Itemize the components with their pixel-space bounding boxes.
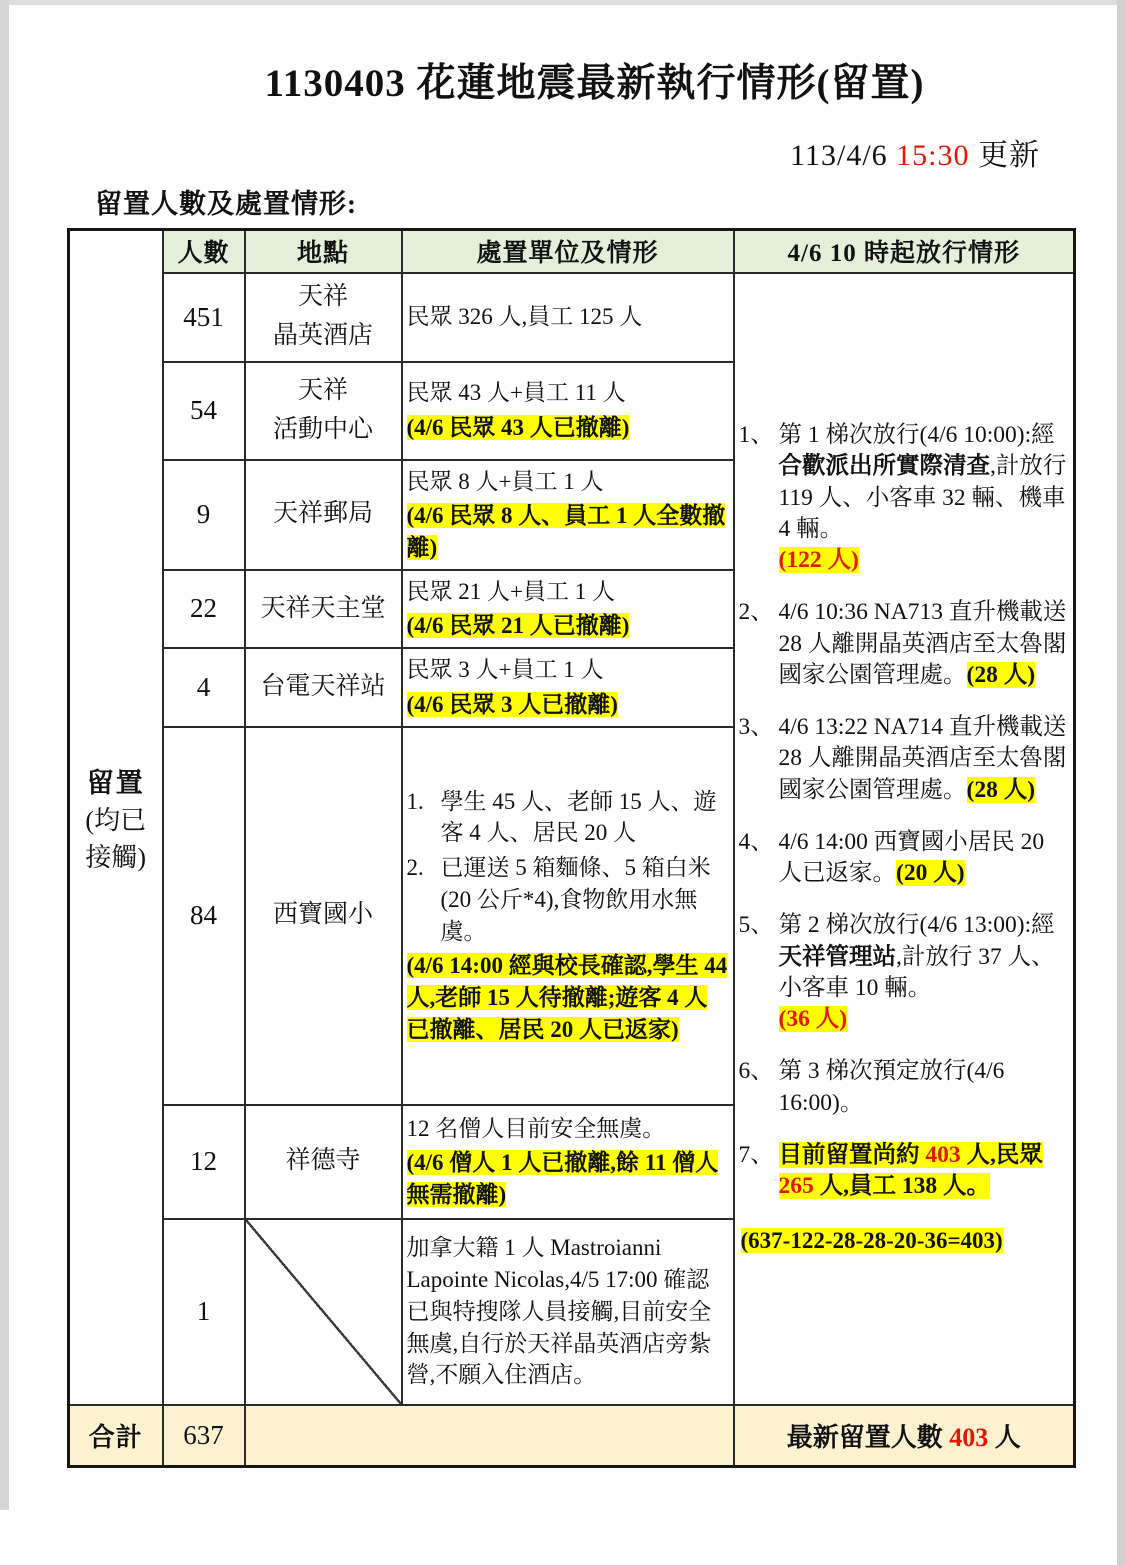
location-cell	[245, 273, 402, 362]
release-equation	[739, 1226, 1070, 1257]
scan-edge-left	[0, 0, 9, 1510]
text-segment: 第 3 梯次預定放行(4/6 16:00)。	[778, 1058, 1005, 1116]
count-cell: 9	[163, 460, 245, 570]
text-segment: (4/6 民眾 3 人已撤離)	[406, 691, 618, 717]
count-cell: 4	[163, 648, 245, 726]
row-group-label: 留置	[86, 767, 145, 798]
detail-line	[407, 301, 729, 333]
detail-cell	[402, 648, 734, 726]
text-segment: ,計放行 119 人、小客車 32 輛、機車 4 輛。	[778, 453, 1067, 542]
release-note-text	[779, 1056, 1070, 1119]
count-cell: 84	[163, 727, 245, 1105]
text-segment: 人,員工 138 人。	[813, 1173, 990, 1200]
detail-cell	[402, 1105, 734, 1219]
release-note-number: 2、	[738, 599, 774, 626]
text-segment: (4/6 民眾 43 人已撤離)	[406, 415, 630, 440]
location-line: 台電天祥站	[260, 673, 386, 701]
detail-line	[407, 689, 729, 721]
text-segment: 民眾 326 人,員工 125 人	[406, 304, 643, 330]
detail-line-text	[441, 852, 729, 947]
section-label: 留置人數及處置情形:	[95, 189, 357, 219]
detail-line	[407, 1147, 729, 1210]
release-note-item	[739, 1140, 1070, 1203]
location-line: 天祥	[297, 283, 348, 311]
location-line: 活動中心	[272, 415, 373, 443]
text-segment: 第 2 梯次放行(4/6 13:00):經	[778, 912, 1055, 939]
location-line: 天祥天主堂	[260, 594, 386, 622]
detail-numbered-line	[407, 852, 729, 947]
text-segment: 265	[778, 1173, 814, 1200]
release-note-number: 1、	[738, 422, 774, 449]
header-row	[69, 230, 1075, 273]
col-header-handling: 處置單位及情形	[402, 230, 734, 273]
total-label-cell: 合計	[69, 1405, 163, 1467]
detail-cell	[402, 273, 734, 362]
text-segment: 民眾 21 人+員工 1 人	[406, 578, 615, 604]
detail-cell	[402, 1219, 734, 1405]
release-note-text	[779, 420, 1070, 576]
release-notes-cell	[734, 273, 1075, 1405]
count-cell: 451	[163, 273, 245, 362]
detail-line	[407, 576, 729, 608]
release-note-text	[779, 597, 1070, 691]
col-header-count: 人數	[163, 230, 245, 273]
detail-line	[407, 377, 729, 409]
text-segment: 403	[925, 1141, 961, 1168]
text-segment: 民眾 43 人+員工 11 人	[406, 380, 626, 406]
count-cell: 1	[163, 1219, 245, 1405]
detail-line	[407, 1113, 729, 1145]
location-cell	[245, 570, 402, 648]
text-segment: (4/6 14:00 經與校長確認,學生 44 人,老師 15 人待撤離;遊客 4 人已撤離、居民 20 人已返家)	[406, 953, 728, 1042]
update-suffix: 更新	[969, 139, 1040, 172]
text-segment: 第 1 梯次放行(4/6 10:00):經	[778, 422, 1055, 449]
location-line: 祥德寺	[285, 1147, 361, 1175]
col-header-release: 4/6 10 時起放行情形	[734, 230, 1075, 273]
text-segment: 合歡派出所實際清查	[778, 453, 990, 480]
release-note-text	[779, 827, 1070, 890]
release-note-item	[739, 712, 1070, 806]
release-note-number: 5、	[738, 912, 774, 939]
col-header-location: 地點	[245, 230, 402, 273]
release-note-item	[739, 597, 1070, 691]
detail-cell	[402, 460, 734, 570]
release-note-text	[779, 1140, 1070, 1203]
detail-cell	[402, 362, 734, 460]
scan-edge-top	[0, 0, 1125, 5]
total-right-prefix: 最新留置人數	[786, 1422, 950, 1452]
total-right-number: 403	[949, 1422, 989, 1452]
release-note-number: 7、	[738, 1141, 774, 1168]
text-segment: (36 人)	[778, 1006, 848, 1033]
detail-numbered-line	[407, 786, 729, 849]
text-segment: 民眾 3 人+員工 1 人	[406, 657, 604, 683]
text-segment: 人,民眾	[960, 1141, 1043, 1168]
detail-cell	[402, 727, 734, 1105]
count-cell: 22	[163, 570, 245, 648]
detail-line	[407, 466, 729, 498]
total-row	[69, 1405, 1075, 1467]
total-empty-cell	[245, 1405, 734, 1467]
text-segment: 4/6 14:00 西寶國小居民 20 人已返家。	[778, 828, 1045, 887]
detail-line	[407, 950, 729, 1045]
detail-line	[407, 610, 729, 642]
update-date: 113/4/6	[790, 139, 897, 172]
total-right-cell	[734, 1405, 1075, 1467]
text-segment: 加拿大籍 1 人 Mastroianni Lapointe Nicolas,4/5 17:00 確認已與特搜隊人員接觸,目前安全無虞,自行於天祥晶英酒店旁紮營,不願入住酒店。	[406, 1235, 712, 1388]
text-segment: 4/6 10:36 NA713 直升機載送 28 人離開晶英酒店至太魯閣國家公園管理處。	[778, 599, 1067, 688]
release-note-item	[739, 827, 1070, 890]
update-time: 15:30	[896, 139, 970, 172]
release-note-item	[739, 910, 1070, 1035]
release-note-item	[739, 420, 1070, 576]
detail-line	[407, 412, 729, 444]
release-equation-text: (637-122-28-28-20-36=403)	[740, 1228, 1003, 1254]
text-segment: 已運送 5 箱麵條、5 箱白米(20 公斤*4),食物飲用水無虞。	[440, 855, 711, 944]
text-segment: 12 名僧人目前安全無虞。	[406, 1115, 666, 1141]
scan-edge-right	[1117, 0, 1125, 1565]
release-note-number: 4、	[738, 828, 774, 855]
text-segment: 天祥管理站	[778, 943, 896, 970]
text-segment: (4/6 僧人 1 人已撤離,餘 11 僧人無需撤離)	[406, 1150, 719, 1207]
release-note-number: 6、	[738, 1058, 774, 1085]
total-count-cell: 637	[163, 1405, 245, 1467]
text-segment: 目前留置尚約	[778, 1141, 926, 1168]
location-line: 天祥郵局	[272, 500, 373, 528]
text-segment: ,計放行 37 人、小客車 10 輛。	[778, 943, 1055, 1001]
location-cell	[245, 362, 402, 460]
detail-cell	[402, 570, 734, 648]
detail-line	[407, 1232, 729, 1391]
location-cell	[245, 727, 402, 1105]
detail-line-text	[441, 786, 729, 849]
location-cell	[245, 648, 402, 726]
location-line: 晶英酒店	[272, 322, 373, 349]
detention-table	[67, 228, 1076, 1468]
count-cell: 54	[163, 362, 245, 460]
detail-line	[407, 654, 729, 686]
text-segment: (122 人)	[778, 547, 859, 574]
detail-line-number: 1.	[406, 788, 424, 814]
page-title: 1130403 花蓮地震最新執行情形(留置)	[264, 62, 925, 105]
update-line	[0, 130, 1040, 174]
release-note-item	[739, 1056, 1070, 1119]
table-row	[69, 273, 1075, 362]
text-segment: (28 人)	[966, 661, 1036, 688]
release-note-number: 3、	[738, 714, 774, 741]
text-segment: (4/6 民眾 8 人、員工 1 人全數撤離)	[406, 503, 726, 560]
row-group-note-line1: (均已	[85, 805, 147, 835]
detail-line	[407, 500, 729, 563]
location-cell	[245, 460, 402, 570]
location-line: 天祥	[297, 376, 348, 404]
release-note-text	[779, 910, 1070, 1035]
row-group-label-cell	[69, 230, 163, 1405]
total-right-suffix: 人	[988, 1422, 1021, 1452]
row-group-note-line2: 接觸)	[85, 842, 147, 872]
text-segment: 學生 45 人、老師 15 人、遊客 4 人、居民 20 人	[440, 788, 717, 846]
text-segment: (28 人)	[966, 776, 1036, 803]
detail-line-number: 2.	[406, 855, 424, 881]
count-cell: 12	[163, 1105, 245, 1219]
location-cell-diagonal	[245, 1219, 402, 1405]
text-segment: (4/6 民眾 21 人已撤離)	[406, 613, 630, 639]
location-cell	[245, 1105, 402, 1219]
text-segment: 民眾 8 人+員工 1 人	[406, 468, 604, 494]
release-note-text	[779, 712, 1070, 806]
text-segment: 4/6 13:22 NA714 直升機載送 28 人離開晶英酒店至太魯閣國家公園管理處。	[778, 714, 1067, 803]
location-line: 西寶國小	[272, 901, 373, 929]
text-segment: (20 人)	[896, 860, 965, 887]
